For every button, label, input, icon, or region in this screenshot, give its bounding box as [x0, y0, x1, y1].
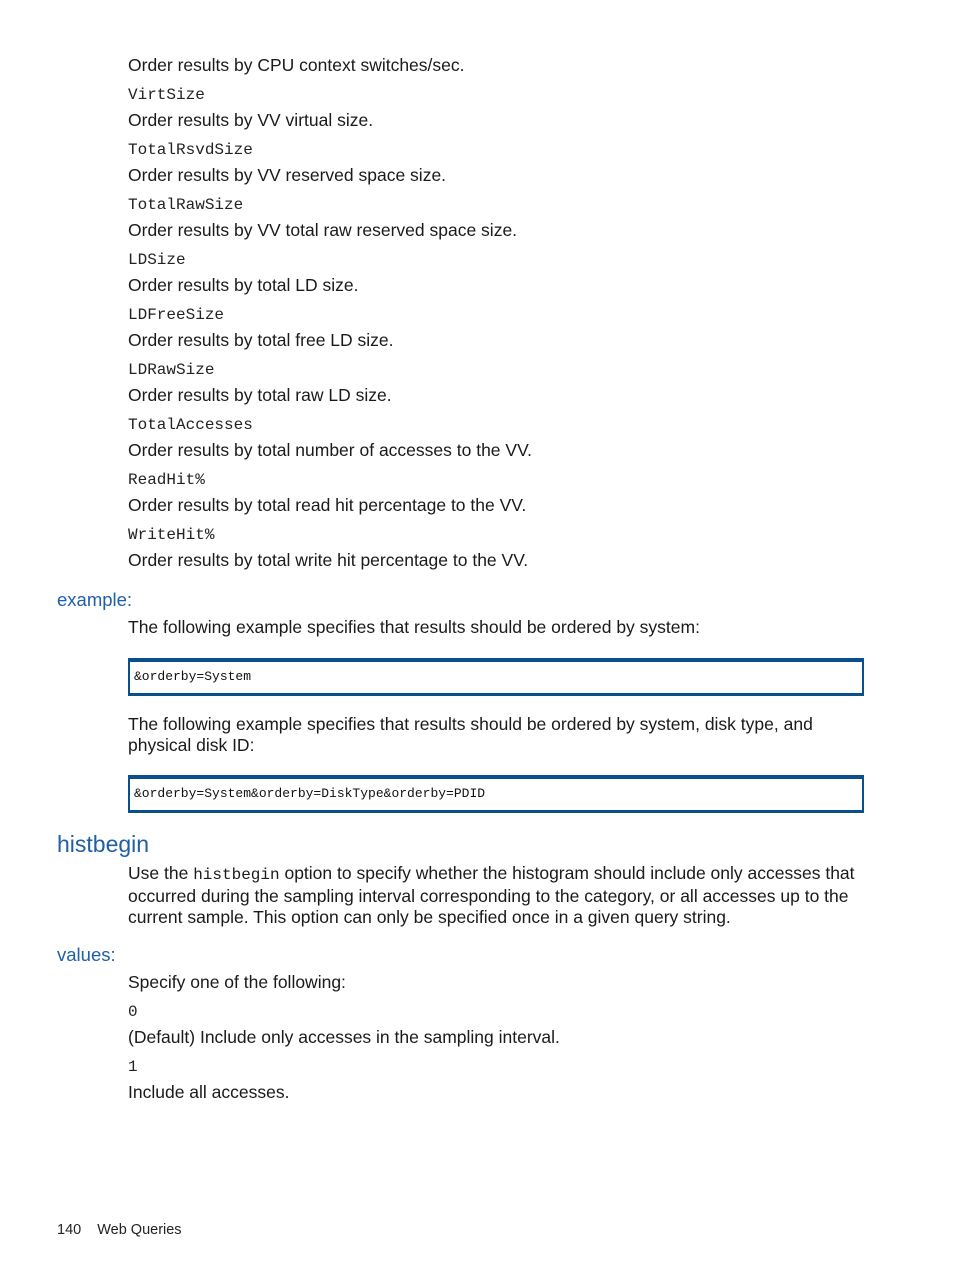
orderby-desc-totalrawsize: Order results by VV total raw reserved space size. [128, 220, 518, 240]
orderby-desc-ldfreesize: Order results by total free LD size. [128, 330, 394, 350]
value-desc-1: Include all accesses. [128, 1082, 290, 1102]
orderby-desc-readhit: Order results by total read hit percentage to the VV. [128, 495, 527, 515]
histbegin-text-before: Use the [128, 863, 194, 883]
values-intro: Specify one of the following: [128, 972, 346, 992]
orderby-desc-virtsize: Order results by VV virtual size. [128, 110, 374, 130]
orderby-desc-writehit: Order results by total write hit percentage to the VV. [128, 550, 529, 570]
code-block-1-text: &orderby=System [134, 669, 252, 684]
orderby-key-ldfreesize: LDFreeSize [128, 306, 225, 324]
page-number: 140 [57, 1222, 82, 1238]
orderby-key-ldrawsize: LDRawSize [128, 361, 215, 379]
orderby-key-totalrsvdsize: TotalRsvdSize [128, 141, 253, 159]
orderby-desc-totalrsvdsize: Order results by VV reserved space size. [128, 165, 447, 185]
page-footer [57, 1222, 182, 1238]
histbegin-description [128, 863, 863, 928]
value-key-0: 0 [128, 1003, 138, 1021]
orderby-desc-ldrawsize: Order results by total raw LD size. [128, 385, 392, 405]
code-block-2-text: &orderby=System&orderby=DiskType&orderby=PDID [134, 786, 486, 801]
histbegin-text-after: option to specify whether the histogram should include only accesses that occurred during the sampling interval corresponding to the category, or all accesses up to the current sample. This option can only be specified once in a given query string. [128, 863, 855, 927]
code-block-1 [128, 658, 864, 696]
orderby-key-writehit: WriteHit% [128, 526, 215, 544]
orderby-key-ldsize: LDSize [128, 251, 186, 269]
values-heading: values: [57, 944, 116, 965]
orderby-key-virtsize: VirtSize [128, 86, 205, 104]
value-key-1: 1 [128, 1058, 138, 1076]
code-block-2 [128, 775, 864, 813]
orderby-key-totalaccesses: TotalAccesses [128, 416, 253, 434]
histbegin-inline-code: histbegin [193, 866, 280, 884]
orderby-key-totalrawsize: TotalRawSize [128, 196, 244, 214]
example-intro-2: The following example specifies that results should be ordered by system, disk type, and physical disk ID: [128, 714, 813, 755]
orderby-desc-totalaccesses: Order results by total number of accesses to the VV. [128, 440, 532, 460]
footer-section-title: Web Queries [97, 1222, 182, 1238]
orderby-key-readhit: ReadHit% [128, 471, 205, 489]
value-desc-0: (Default) Include only accesses in the sampling interval. [128, 1027, 560, 1047]
section-title-histbegin: histbegin [57, 831, 150, 857]
example-intro-1: The following example specifies that results should be ordered by system: [128, 617, 700, 637]
orderby-desc-cpu: Order results by CPU context switches/sec. [128, 55, 465, 75]
orderby-desc-ldsize: Order results by total LD size. [128, 275, 359, 295]
example-heading: example: [57, 589, 133, 610]
